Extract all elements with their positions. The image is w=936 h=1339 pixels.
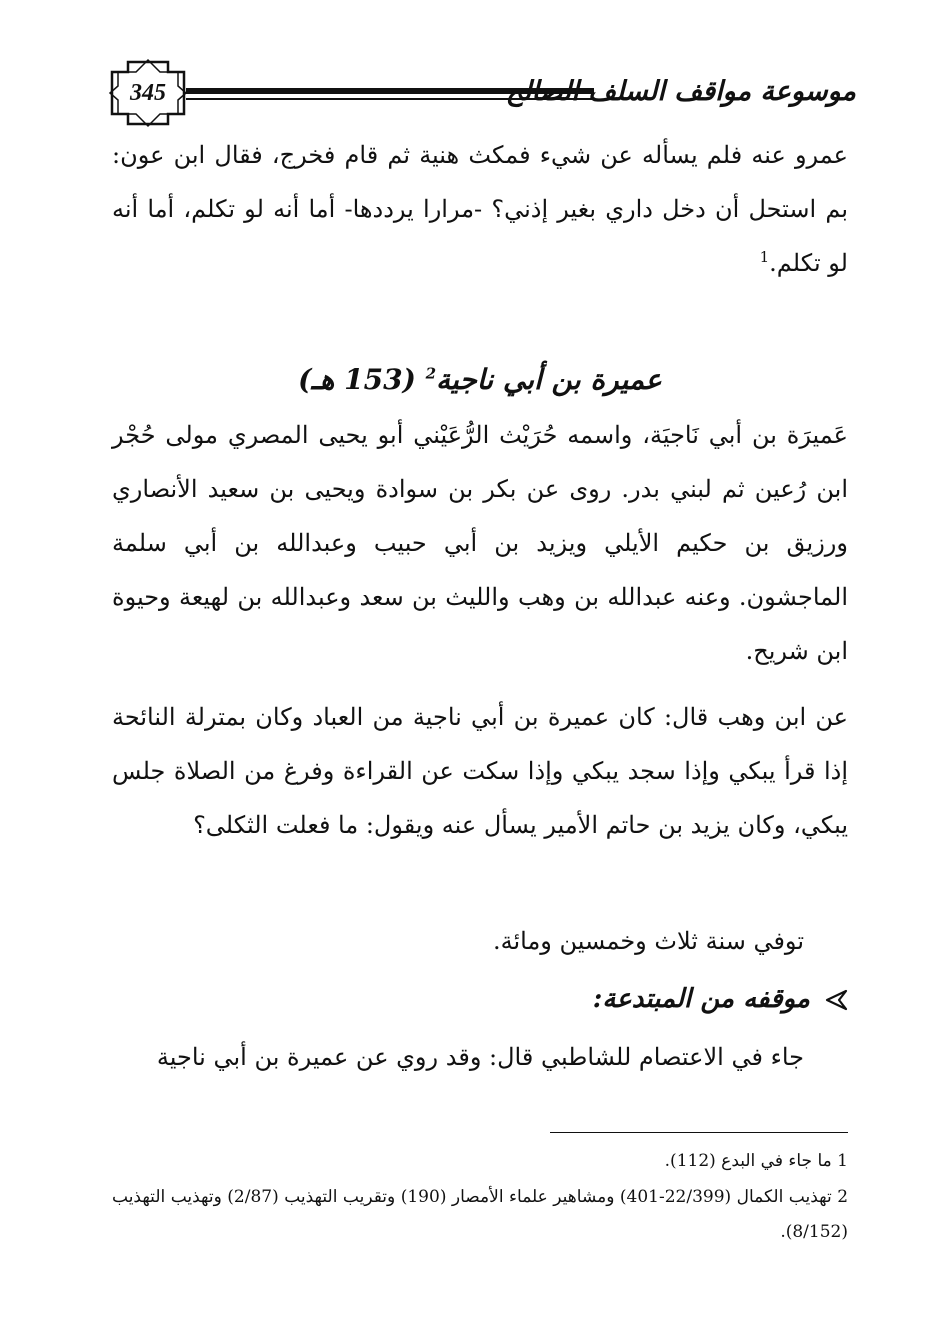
footnote-divider (550, 1132, 848, 1133)
page-number-badge (108, 58, 188, 128)
footnote-ref-1: 1 (759, 248, 770, 266)
footnote-text: ما جاء في البدع (112). (664, 1151, 832, 1171)
biography-date: (153 هـ) (298, 363, 416, 396)
biography-story: عن ابن وهب قال: كان عميرة بن أبي ناجية من العباد وكان بمترلة النائحة إذا قرأ يبكي وإذا سجد يبكي وإذا سكت عن القراءة وفرغ من الصلاة جلس يبكي، وكان يزيد بن حاتم الأمير يسأل عنه ويقول: ما فعلت الثكلى؟ (112, 703, 848, 839)
footnote-2 (112, 1180, 848, 1250)
section-text: جاء في الاعتصام للشاطبي قال: وقد روي عن عميرة بن أبي ناجية (156, 1043, 804, 1071)
biography-name: عميرة بن أبي ناجية (436, 363, 662, 396)
footnote-text: تهذيب الكمال (22/399-401) ومشاهير علماء الأمصار (190) وتقريب التهذيب (2/87) وتهذيب التهذيب (8/152). (112, 1187, 848, 1242)
biography-death: توفي سنة ثلاث وخمسين ومائة. (492, 927, 804, 955)
continuation-text: عمرو عنه فلم يسأله عن شيء فمكث هنية ثم قام فخرج، فقال ابن عون: بم استحل أن دخل داري بغير إذني؟ -مرارا يرددها- أما أنه لو تكلم، أما أنه لو تكلم. (112, 141, 848, 277)
continuation-paragraph (112, 128, 848, 290)
footnote-ref-2: 2 (425, 364, 437, 383)
arrowhead-icon (824, 988, 848, 1012)
section-heading (593, 974, 848, 1024)
section-heading-text: موقفه من المبتدعة: (592, 984, 810, 1014)
biography-intro: عَميرَة بن أبي نَاجيَة، واسمه حُرَيْث الرُّعَيْني أبو يحيى المصري مولى حُجْر ابن رُعين ثم لبني بدر. روى عن بكر بن سوادة ويحيى بن سعيد الأنصاري ورزيق بن حكيم الأيلي ويزيد بن أبي حبيب وعبدالله بن أبي سلمة الماجشون. وعنه عبدالله بن وهب والليث بن سعد وعبدالله بن لهيعة وحيوة ابن شريح. (112, 421, 848, 665)
footnote-1 (112, 1144, 848, 1179)
page-header (108, 58, 856, 128)
footnote-number: 2 (837, 1187, 849, 1207)
series-title: موسوعة مواقف السلف الصالح (505, 76, 856, 107)
biography-heading (112, 352, 848, 408)
footnote-number: 1 (837, 1151, 848, 1171)
page-number: 345 (130, 80, 166, 106)
